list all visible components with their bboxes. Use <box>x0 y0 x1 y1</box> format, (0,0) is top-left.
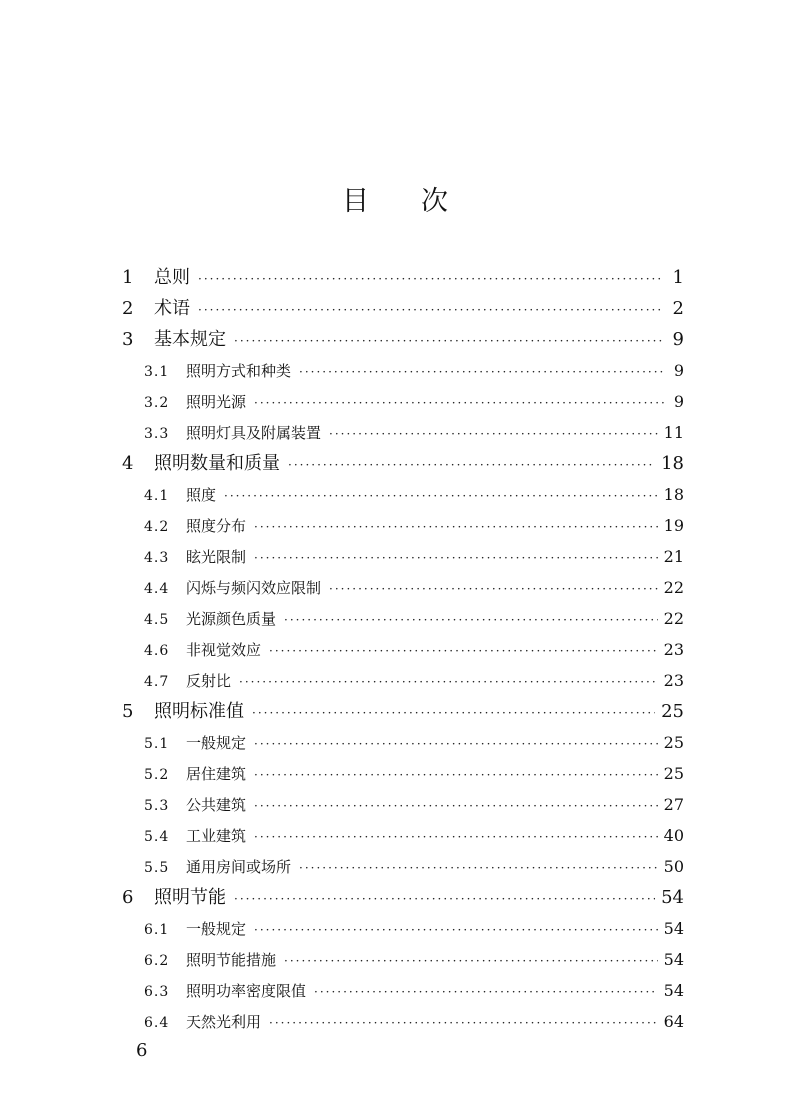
toc-entry-page: 23 <box>663 640 684 659</box>
toc-dot-leader <box>254 760 658 791</box>
toc-entry-label: 闪烁与频闪效应限制 <box>186 579 322 597</box>
toc-section-entry[interactable] <box>122 851 684 882</box>
toc-dot-leader <box>314 977 658 1008</box>
toc-entry-page: 9 <box>673 361 684 380</box>
toc-entry-label: 通用房间或场所 <box>186 858 292 876</box>
toc-entry-label: 照明灯具及附属装置 <box>186 424 322 442</box>
toc-dot-leader <box>234 326 664 357</box>
toc-entry-number: 2 <box>122 298 134 319</box>
toc-entry-page: 25 <box>663 764 684 783</box>
toc-section-entry[interactable] <box>122 510 684 541</box>
toc-entry-number: 5.3 <box>144 798 170 814</box>
toc-entry-page: 64 <box>663 1012 684 1031</box>
toc-dot-leader <box>254 915 658 946</box>
toc-entry-label: 天然光利用 <box>186 1013 262 1031</box>
toc-entry-number: 5.5 <box>144 860 170 876</box>
toc-entry-page: 25 <box>663 733 684 752</box>
toc-entry-page: 27 <box>663 795 684 814</box>
toc-entry-number: 1 <box>122 267 134 288</box>
toc-entry-label: 照明方式和种类 <box>186 362 292 380</box>
toc-entry-page: 19 <box>663 516 684 535</box>
toc-entry-page: 18 <box>663 485 684 504</box>
toc-entry-number: 4.1 <box>144 488 170 504</box>
toc-entry-label: 照明数量和质量 <box>154 453 280 474</box>
toc-entry-page: 54 <box>663 950 684 969</box>
toc-section-entry[interactable] <box>122 479 684 510</box>
toc-entry-number: 5.2 <box>144 767 170 783</box>
toc-entry-number: 5.1 <box>144 736 170 752</box>
toc-entry-number: 6.1 <box>144 922 170 938</box>
toc-entry-page: 54 <box>663 981 684 1000</box>
toc-dot-leader <box>198 264 664 295</box>
toc-entry-label: 术语 <box>154 298 190 319</box>
toc-entry-label: 照明标准值 <box>154 701 244 722</box>
toc-entry-number: 4.5 <box>144 612 170 628</box>
toc-dot-leader <box>239 667 658 698</box>
toc-chapter-entry[interactable] <box>122 293 684 324</box>
toc-chapter-entry[interactable] <box>122 882 684 913</box>
toc-dot-leader <box>254 543 658 574</box>
toc-dot-leader <box>269 636 658 667</box>
toc-entry-page: 50 <box>663 857 684 876</box>
toc-chapter-entry[interactable] <box>122 448 684 479</box>
toc-entry-label: 非视觉效应 <box>186 641 262 659</box>
toc-section-entry[interactable] <box>122 355 684 386</box>
toc-entry-label: 总则 <box>154 267 190 288</box>
toc-dot-leader <box>254 512 658 543</box>
toc-entry-page: 40 <box>663 826 684 845</box>
toc-section-entry[interactable] <box>122 572 684 603</box>
toc-entry-page: 2 <box>672 298 684 319</box>
toc-section-entry[interactable] <box>122 634 684 665</box>
toc-entry-label: 一般规定 <box>186 734 247 752</box>
toc-dot-leader <box>269 1008 658 1039</box>
toc-entry-number: 5.4 <box>144 829 170 845</box>
toc-dot-leader <box>234 884 655 915</box>
toc-chapter-entry[interactable] <box>122 324 684 355</box>
page-number: 6 <box>136 1040 148 1061</box>
toc-entry-label: 基本规定 <box>154 329 226 350</box>
toc-entry-number: 4.6 <box>144 643 170 659</box>
toc-dot-leader <box>329 574 658 605</box>
toc-entry-label: 照明节能 <box>154 887 226 908</box>
page-title <box>0 182 790 222</box>
toc-entry-number: 4.3 <box>144 550 170 566</box>
toc-entry-page: 25 <box>661 701 684 722</box>
toc-entry-number: 6.3 <box>144 984 170 1000</box>
toc-dot-leader <box>254 822 658 853</box>
title-char-1: 目 <box>342 186 369 217</box>
toc-dot-leader <box>224 481 658 512</box>
toc-dot-leader <box>198 295 664 326</box>
toc-entry-label: 照明光源 <box>186 393 247 411</box>
toc-entry-page: 1 <box>672 267 684 288</box>
toc-dot-leader <box>284 605 658 636</box>
toc-entry-label: 工业建筑 <box>186 827 247 845</box>
toc-entry-page: 54 <box>661 887 684 908</box>
toc-entry-number: 5 <box>122 701 134 722</box>
toc-entry-number: 6.4 <box>144 1015 170 1031</box>
toc-entry-label: 居住建筑 <box>186 765 247 783</box>
toc-chapter-entry[interactable] <box>122 262 684 293</box>
toc-section-entry[interactable] <box>122 1006 684 1037</box>
toc-section-entry[interactable] <box>122 913 684 944</box>
toc-entry-label: 反射比 <box>186 672 232 690</box>
toc-entry-label: 照明节能措施 <box>186 951 277 969</box>
toc-dot-leader <box>254 791 658 822</box>
toc-entry-number: 4.4 <box>144 581 170 597</box>
toc-entry-page: 9 <box>673 392 684 411</box>
toc-section-entry[interactable] <box>122 789 684 820</box>
toc-entry-label: 照度分布 <box>186 517 247 535</box>
toc-section-entry[interactable] <box>122 417 684 448</box>
toc-dot-leader <box>299 853 658 884</box>
toc-dot-leader <box>288 450 655 481</box>
toc-entry-number: 4.7 <box>144 674 170 690</box>
toc-entry-number: 4.2 <box>144 519 170 535</box>
toc-entry-number: 3 <box>122 329 134 350</box>
toc-section-entry[interactable] <box>122 665 684 696</box>
toc-entry-label: 眩光限制 <box>186 548 247 566</box>
toc-entry-label: 一般规定 <box>186 920 247 938</box>
toc-dot-leader <box>284 946 658 977</box>
toc-entry-label: 照明功率密度限值 <box>186 982 307 1000</box>
toc-entry-page: 22 <box>663 609 684 628</box>
title-char-2: 次 <box>421 186 448 217</box>
toc-section-entry[interactable] <box>122 541 684 572</box>
toc-entry-page: 22 <box>663 578 684 597</box>
toc-entry-page: 21 <box>663 547 684 566</box>
toc-section-entry[interactable] <box>122 386 684 417</box>
toc-dot-leader <box>254 729 658 760</box>
toc-entry-number: 6 <box>122 887 134 908</box>
toc-entry-page: 23 <box>663 671 684 690</box>
toc-dot-leader <box>299 357 664 388</box>
toc-entry-page: 18 <box>661 453 684 474</box>
toc-entry-number: 4 <box>122 453 134 474</box>
toc-dot-leader <box>329 419 658 450</box>
toc-section-entry[interactable] <box>122 944 684 975</box>
toc-entry-number: 3.2 <box>144 395 170 411</box>
toc-dot-leader <box>252 698 655 729</box>
toc-entry-number: 3.1 <box>144 364 170 380</box>
toc-entry-number: 3.3 <box>144 426 170 442</box>
toc-entry-label: 光源颜色质量 <box>186 610 277 628</box>
toc-section-entry[interactable] <box>122 758 684 789</box>
toc-entry-label: 公共建筑 <box>186 796 247 814</box>
toc-section-entry[interactable] <box>122 975 684 1006</box>
toc-entry-page: 9 <box>672 329 684 350</box>
table-of-contents <box>122 262 684 1037</box>
toc-chapter-entry[interactable] <box>122 696 684 727</box>
toc-section-entry[interactable] <box>122 820 684 851</box>
toc-section-entry[interactable] <box>122 603 684 634</box>
toc-entry-label: 照度 <box>186 486 217 504</box>
toc-section-entry[interactable] <box>122 727 684 758</box>
toc-entry-number: 6.2 <box>144 953 170 969</box>
toc-entry-page: 54 <box>663 919 684 938</box>
toc-dot-leader <box>254 388 664 419</box>
toc-entry-page: 11 <box>663 423 684 442</box>
